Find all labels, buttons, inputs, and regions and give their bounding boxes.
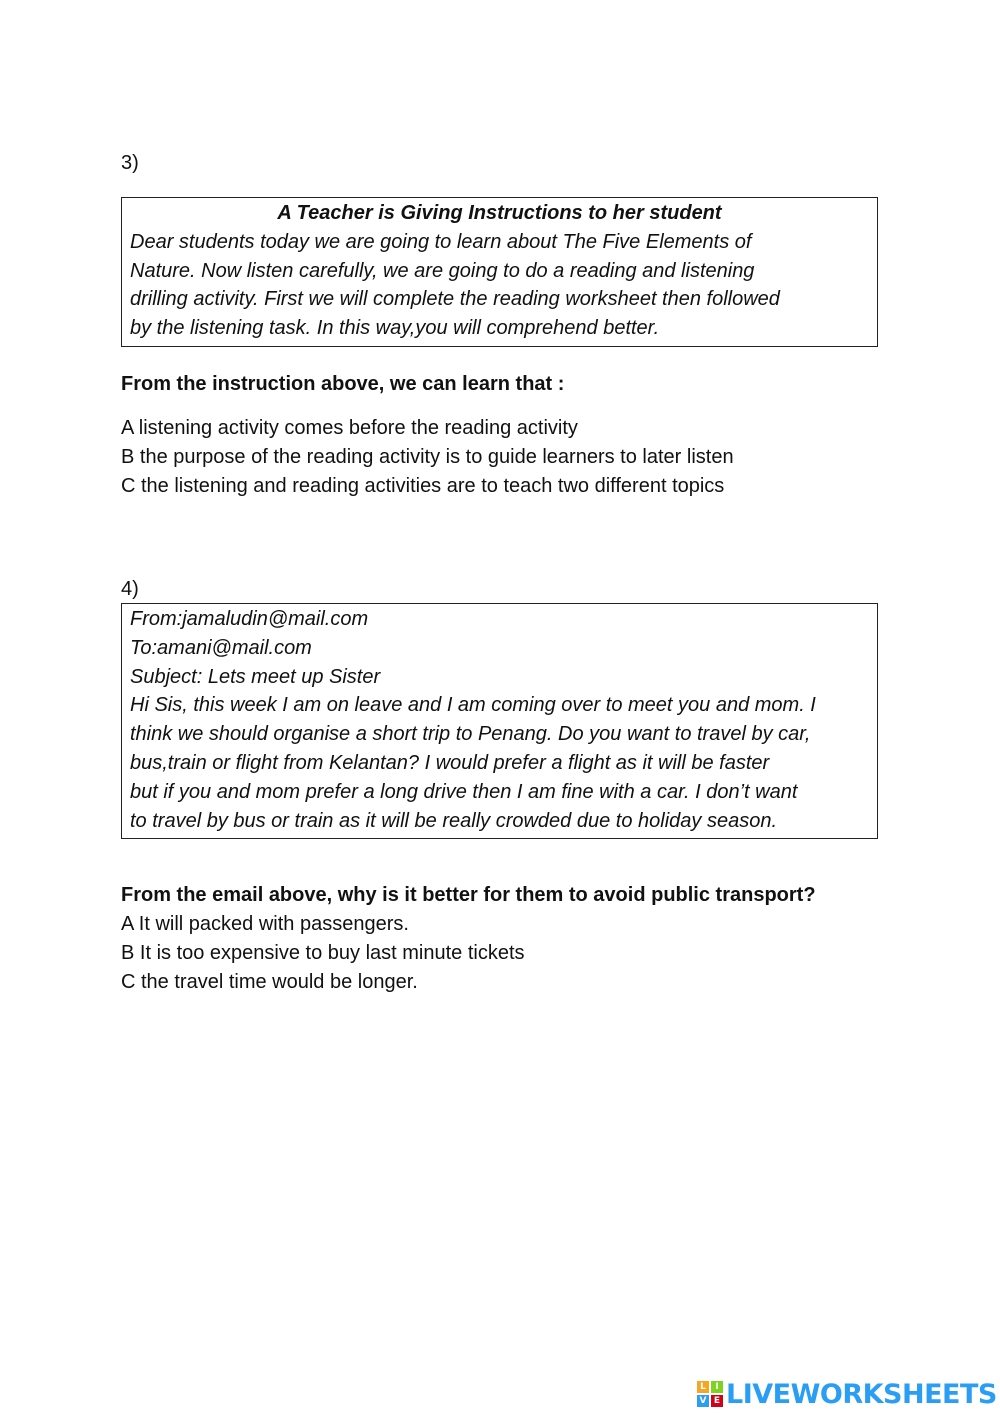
email-body-line: bus,train or flight from Kelantan? I would prefer a flight as it will be faster (130, 751, 770, 774)
instruction-box (121, 197, 878, 347)
instruction-title: A Teacher is Giving Instructions to her student (277, 202, 722, 224)
email-subject: Subject: Lets meet up Sister (130, 665, 381, 688)
question-3-number: 3) (121, 152, 139, 174)
question-3-options (121, 414, 734, 501)
email-body-line: Hi Sis, this week I am on leave and I am coming over to meet you and mom. I (130, 694, 816, 717)
liveworksheets-logo (697, 1378, 997, 1410)
option-a[interactable]: A listening activity comes before the reading activity (121, 417, 578, 439)
option-b[interactable]: B It is too expensive to buy last minute tickets (121, 942, 525, 964)
option-b[interactable]: B the purpose of the reading activity is to guide learners to later listen (121, 446, 734, 468)
instruction-line: by the listening task. In this way,you will comprehend better. (130, 317, 660, 340)
instruction-line: drilling activity. First we will complete the reading worksheet then followed (130, 288, 780, 311)
instruction-line: Dear students today we are going to learn about The Five Elements of (130, 230, 752, 253)
email-to: To:amani@mail.com (130, 636, 312, 659)
logo-letter: L (697, 1381, 709, 1393)
email-from: From:jamaludin@mail.com (130, 608, 369, 630)
question-4-options (121, 910, 525, 997)
option-c[interactable]: C the travel time would be longer. (121, 971, 418, 993)
option-c[interactable]: C the listening and reading activities are to teach two different topics (121, 475, 725, 497)
email-body-line: to travel by bus or train as it will be really crowded due to holiday season. (130, 809, 778, 832)
logo-letter: I (711, 1381, 723, 1393)
option-a[interactable]: A It will packed with passengers. (121, 913, 409, 935)
question-4-prompt: From the email above, why is it better for them to avoid public transport? (121, 884, 816, 906)
email-body-line: but if you and mom prefer a long drive then I am fine with a car. I don’t want (130, 780, 798, 803)
logo-text: LIVEWORKSHEETS (726, 1378, 997, 1410)
logo-letter: E (711, 1395, 723, 1407)
logo-letter: V (697, 1395, 709, 1407)
instruction-line: Nature. Now listen carefully, we are going to do a reading and listening (130, 259, 755, 282)
email-body-line: think we should organise a short trip to Penang. Do you want to travel by car, (130, 723, 811, 746)
question-3-prompt: From the instruction above, we can learn that : (121, 373, 565, 395)
email-box (121, 603, 878, 839)
logo-mark-icon (697, 1381, 723, 1407)
question-4-number: 4) (121, 578, 139, 600)
